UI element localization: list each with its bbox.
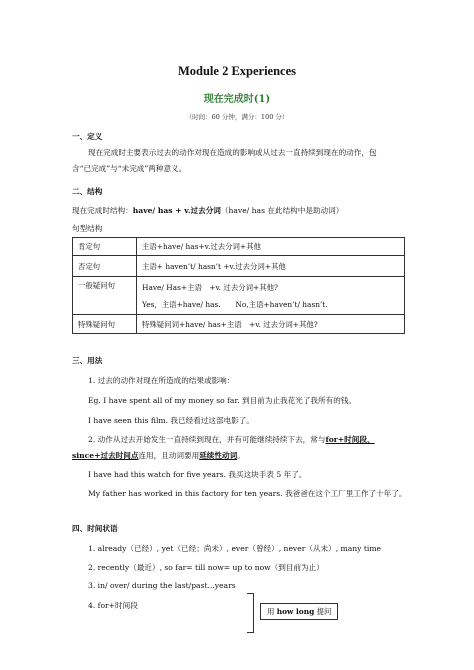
table-row: [73, 277, 405, 315]
section-structure-heading: 二、结构: [72, 187, 103, 196]
callout-prefix: 用: [267, 607, 277, 616]
row-label: 肯定句: [73, 238, 137, 256]
how-long-callout: [260, 603, 338, 620]
adverbial-item-1: 1. already（已经）, yet（已经；尚未）, ever（曾经）, never（从未）, many time: [88, 544, 382, 553]
table-row: [73, 256, 405, 277]
adverbial-item-2: 2. recently（最近）, so far= till now= up to now（到目前为止）: [88, 563, 324, 572]
usage-example-1: Eg. I have spent all of my money so far. 到目前为止我花光了我所有的钱。: [88, 396, 356, 405]
usage-point-2-end: 。: [237, 451, 245, 460]
row-label: 特殊疑问句: [73, 315, 137, 334]
usage-point-1: 1. 过去的动作对现在所造成的结果或影响：: [88, 376, 235, 385]
grouping-bracket: [247, 593, 254, 633]
row-content: 特殊疑问词+have/ has+主语 +v. 过去分词+其他?: [137, 315, 405, 334]
page-title: Module 2 Experiences: [177, 64, 297, 78]
usage-point-2-line1: [88, 434, 375, 445]
since-time-point: since+过去时间点: [72, 451, 139, 460]
formula-prefix: 现在完成时结构：: [72, 206, 133, 215]
table-row: [73, 238, 405, 256]
callout-bold: how long: [276, 607, 315, 616]
table-row: [73, 315, 405, 334]
adverbial-item-4: 4. for+时间段: [88, 601, 138, 610]
formula-bold: have/ has + v.过去分词: [132, 206, 221, 215]
row-content-line1: Have/ Has+主语 +v. 过去分词+其他?: [142, 282, 278, 292]
definition-line-1: 现在完成时主要表示过去的动作对现在造成的影响或从过去一直持续到现在的动作，包: [88, 148, 377, 157]
time-score-note: （时间：60 分钟，满分：100 分）: [185, 113, 289, 121]
row-label: 否定句: [73, 256, 137, 277]
section-usage-heading: 三、用法: [72, 356, 103, 365]
row-content-line2: Yes，主语+have/ has. No,主语+haven’t/ hasn’t.: [142, 299, 328, 309]
usage-example-3: I have had this watch for five years. 我买这块手表 5 年了。: [88, 470, 307, 479]
usage-point-2-line2: [72, 450, 245, 461]
row-content: 主语+ haven’t/ hasn’t +v.过去分词+其他: [137, 256, 405, 277]
definition-line-2: 含“已完成”与“未完成”两种意义。: [72, 164, 187, 173]
structure-formula: [72, 205, 343, 216]
row-label: 一般疑问句: [73, 277, 137, 315]
usage-example-2: I have seen this film. 我已经看过这部电影了。: [88, 416, 254, 425]
for-time-span: for+时间段、: [325, 435, 375, 444]
page-subtitle: 现在完成时(1): [203, 94, 271, 105]
formula-note: （have/ has 在此结构中是助动词）: [220, 206, 344, 215]
table-caption: 句型结构: [72, 224, 103, 233]
sentence-structure-table: [72, 237, 405, 334]
section-adverbials-heading: 四、时间状语: [72, 524, 118, 533]
durative-verbs: 延续性动词: [199, 451, 238, 460]
usage-point-2-text: 2. 动作从过去开始发生一直持续到现在，并有可能继续持续下去，常与: [88, 435, 326, 444]
usage-point-2-mid: 连用，且动词要用: [138, 451, 200, 460]
section-definition-heading: 一、定义: [72, 132, 103, 141]
row-content: 主语+have/ has+v.过去分词+其他: [137, 238, 405, 256]
callout-suffix: 提问: [314, 607, 332, 616]
usage-example-4: My father has worked in this factory for ten years. 我爸爸在这个工厂里工作了十年了。: [88, 489, 407, 498]
adverbial-item-3: 3. in/ over/ during the last/past...years: [88, 581, 236, 590]
